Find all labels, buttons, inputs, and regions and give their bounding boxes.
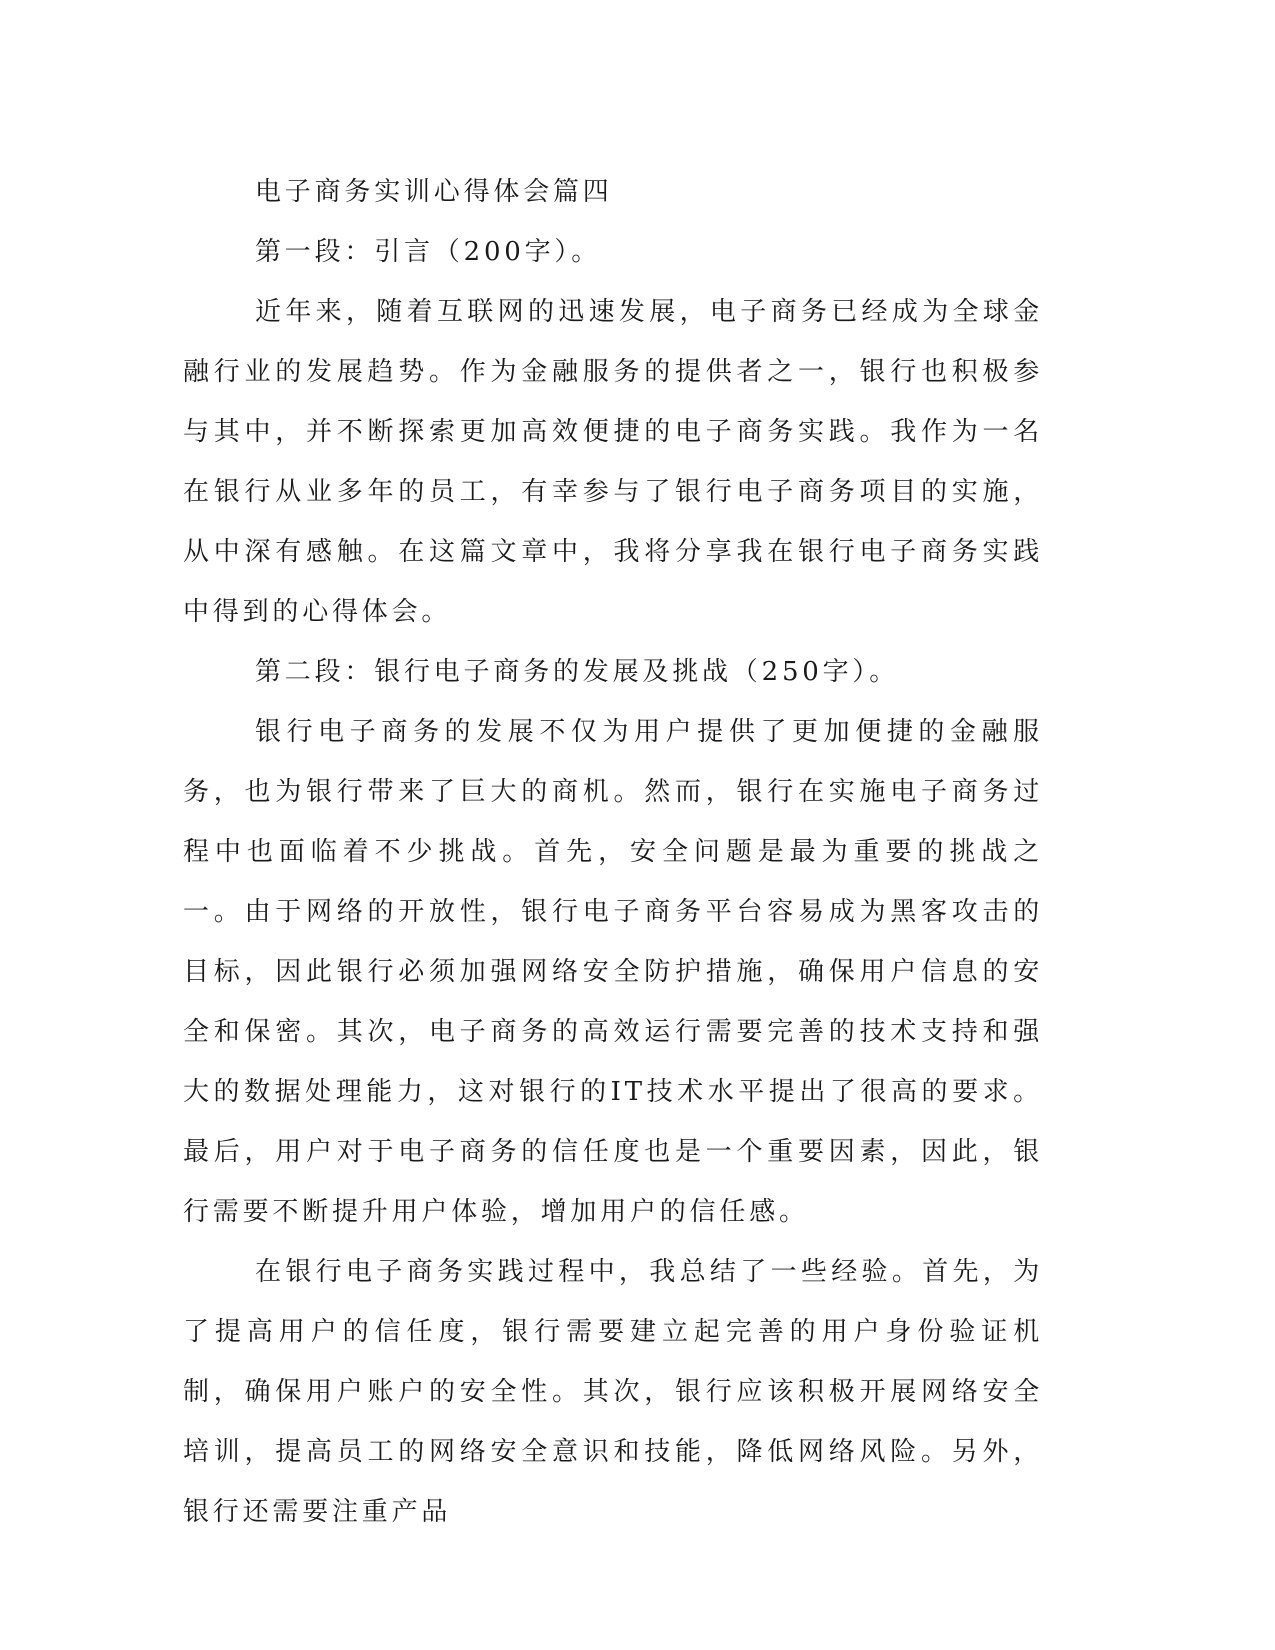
paragraph-challenges: 银行电子商务的发展不仅为用户提供了更加便捷的金融服务，也为银行带来了巨大的商机。然而，银行在实施电子商务过程中也面临着不少挑战。首先，安全问题是最为重要的挑战之一。由于网络的开放性，银行电子商务平台容易成为黑客攻击的目标，因此银行必须加强网络安全防护措施，确保用户信息的安全和保密。其次，电子商务的高效运行需要完善的技术支持和强大的数据处理能力，这对银行的IT技术水平提出了很高的要求。最后，用户对于电子商务的信任度也是一个重要因素，因此，银行需要不断提升用户体验，增加用户的信任感。 — [183, 717, 1043, 1227]
section-heading-1: 第一段：引言（200字）。 — [255, 237, 602, 267]
paragraph-intro: 近年来，随着互联网的迅速发展，电子商务已经成为全球金融行业的发展趋势。作为金融服务的提供者之一，银行也积极参与其中，并不断探索更加高效便捷的电子商务实践。我作为一名在银行从业多年的员工，有幸参与了银行电子商务项目的实施，从中深有感触。在这篇文章中，我将分享我在银行电子商务实践中得到的心得体会。 — [183, 297, 1043, 627]
document-title: 电子商务实训心得体会篇四 — [255, 177, 613, 207]
section-heading-2: 第二段：银行电子商务的发展及挑战（250字）。 — [255, 657, 900, 687]
document-body — [183, 162, 1043, 1542]
paragraph-experience: 在银行电子商务实践过程中，我总结了一些经验。首先，为了提高用户的信任度，银行需要建立起完善的用户身份验证机制，确保用户账户的安全性。其次，银行应该积极开展网络安全培训，提高员工的网络安全意识和技能，降低网络风险。另外，银行还需要注重产品 — [183, 1257, 1043, 1527]
